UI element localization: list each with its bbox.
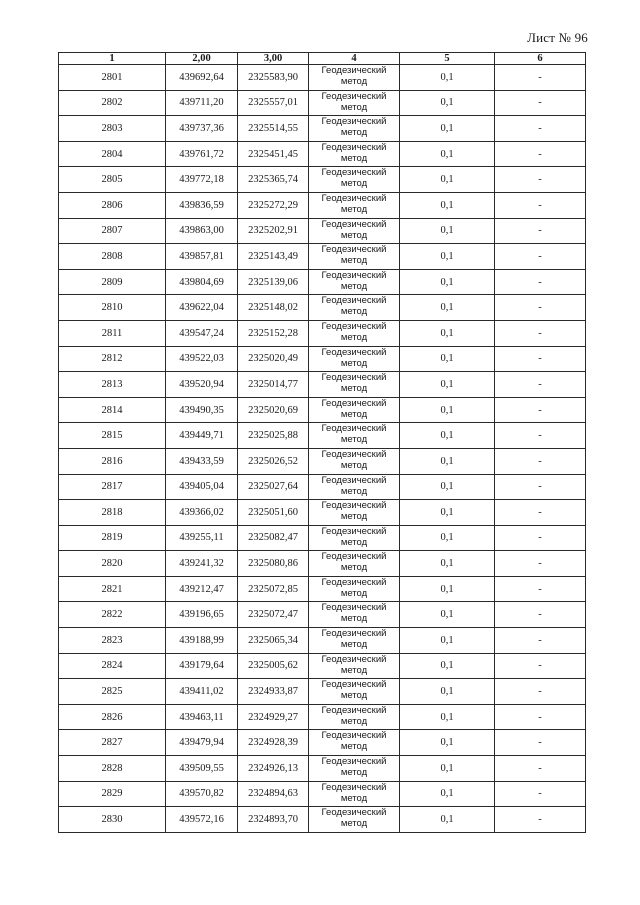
y-coordinate-cell: 2324929,27 xyxy=(238,704,309,730)
method-line-1: Геодезический xyxy=(321,500,387,512)
method-cell xyxy=(309,576,400,602)
method-cell xyxy=(309,448,400,474)
point-number-cell: 2805 xyxy=(59,167,166,193)
y-coordinate-cell: 2325020,69 xyxy=(238,397,309,423)
x-coordinate-cell: 439863,00 xyxy=(166,218,238,244)
point-number-cell: 2827 xyxy=(59,730,166,756)
point-number-cell: 2807 xyxy=(59,218,166,244)
method-line-2: метод xyxy=(340,741,368,753)
method-cell xyxy=(309,372,400,398)
column-header-point-number: 1 xyxy=(59,53,166,65)
method-line-1: Геодезический xyxy=(321,90,387,102)
point-number-cell: 2806 xyxy=(59,192,166,218)
point-number-cell: 2802 xyxy=(59,90,166,116)
x-coordinate-cell: 439490,35 xyxy=(166,397,238,423)
table-row xyxy=(59,116,586,142)
coordinates-table xyxy=(58,52,586,833)
y-coordinate-cell: 2325065,34 xyxy=(238,628,309,654)
x-coordinate-cell: 439836,59 xyxy=(166,192,238,218)
point-number-cell: 2815 xyxy=(59,423,166,449)
point-number-cell: 2830 xyxy=(59,807,166,833)
method-line-2: метод xyxy=(340,434,368,446)
y-coordinate-cell: 2325365,74 xyxy=(238,167,309,193)
accuracy-cell: 0,1 xyxy=(400,628,495,654)
y-coordinate-cell: 2325080,86 xyxy=(238,551,309,577)
note-cell: - xyxy=(495,653,586,679)
x-coordinate-cell: 439572,16 xyxy=(166,807,238,833)
method-line-2: метод xyxy=(340,203,368,215)
point-number-cell: 2812 xyxy=(59,346,166,372)
method-cell xyxy=(309,474,400,500)
y-coordinate-cell: 2325026,52 xyxy=(238,448,309,474)
y-coordinate-cell: 2325025,88 xyxy=(238,423,309,449)
accuracy-cell: 0,1 xyxy=(400,602,495,628)
y-coordinate-cell: 2324933,87 xyxy=(238,679,309,705)
table-row xyxy=(59,244,586,270)
method-line-1: Геодезический xyxy=(321,218,387,230)
point-number-cell: 2816 xyxy=(59,448,166,474)
method-cell xyxy=(309,423,400,449)
point-number-cell: 2828 xyxy=(59,756,166,782)
note-cell: - xyxy=(495,320,586,346)
point-number-cell: 2804 xyxy=(59,141,166,167)
x-coordinate-cell: 439188,99 xyxy=(166,628,238,654)
x-coordinate-cell: 439449,71 xyxy=(166,423,238,449)
x-coordinate-cell: 439479,94 xyxy=(166,730,238,756)
accuracy-cell: 0,1 xyxy=(400,65,495,91)
table-row xyxy=(59,90,586,116)
point-number-cell: 2810 xyxy=(59,295,166,321)
method-line-2: метод xyxy=(340,127,368,139)
method-cell xyxy=(309,500,400,526)
method-line-2: метод xyxy=(340,152,368,164)
table-row xyxy=(59,704,586,730)
note-cell: - xyxy=(495,269,586,295)
accuracy-cell: 0,1 xyxy=(400,679,495,705)
accuracy-cell: 0,1 xyxy=(400,756,495,782)
column-header-accuracy: 5 xyxy=(400,53,495,65)
method-line-1: Геодезический xyxy=(321,730,387,742)
y-coordinate-cell: 2325027,64 xyxy=(238,474,309,500)
table-row xyxy=(59,551,586,577)
y-coordinate-cell: 2325072,85 xyxy=(238,576,309,602)
x-coordinate-cell: 439196,65 xyxy=(166,602,238,628)
method-line-1: Геодезический xyxy=(321,781,387,793)
note-cell: - xyxy=(495,525,586,551)
x-coordinate-cell: 439737,36 xyxy=(166,116,238,142)
method-cell xyxy=(309,192,400,218)
table-row xyxy=(59,474,586,500)
method-line-1: Геодезический xyxy=(321,448,387,460)
method-line-1: Геодезический xyxy=(321,295,387,307)
method-cell xyxy=(309,807,400,833)
table-row xyxy=(59,500,586,526)
accuracy-cell: 0,1 xyxy=(400,116,495,142)
x-coordinate-cell: 439212,47 xyxy=(166,576,238,602)
method-line-1: Геодезический xyxy=(321,576,387,588)
x-coordinate-cell: 439509,55 xyxy=(166,756,238,782)
point-number-cell: 2808 xyxy=(59,244,166,270)
method-cell xyxy=(309,346,400,372)
y-coordinate-cell: 2325514,55 xyxy=(238,116,309,142)
method-line-1: Геодезический xyxy=(321,423,387,435)
method-line-1: Геодезический xyxy=(321,653,387,665)
table-row xyxy=(59,730,586,756)
x-coordinate-cell: 439179,64 xyxy=(166,653,238,679)
table-row xyxy=(59,372,586,398)
note-cell: - xyxy=(495,167,586,193)
accuracy-cell: 0,1 xyxy=(400,269,495,295)
method-line-2: метод xyxy=(340,76,368,87)
table-row xyxy=(59,576,586,602)
accuracy-cell: 0,1 xyxy=(400,525,495,551)
table-row xyxy=(59,781,586,807)
y-coordinate-cell: 2325139,06 xyxy=(238,269,309,295)
note-cell: - xyxy=(495,730,586,756)
y-coordinate-cell: 2325152,28 xyxy=(238,320,309,346)
method-line-1: Геодезический xyxy=(321,679,387,691)
table-row xyxy=(59,653,586,679)
table-row xyxy=(59,346,586,372)
table-row xyxy=(59,141,586,167)
accuracy-cell: 0,1 xyxy=(400,807,495,833)
method-cell xyxy=(309,65,400,91)
accuracy-cell: 0,1 xyxy=(400,730,495,756)
note-cell: - xyxy=(495,65,586,91)
method-line-2: метод xyxy=(340,715,368,727)
y-coordinate-cell: 2325143,49 xyxy=(238,244,309,270)
note-cell: - xyxy=(495,218,586,244)
method-cell xyxy=(309,525,400,551)
x-coordinate-cell: 439772,18 xyxy=(166,167,238,193)
note-cell: - xyxy=(495,372,586,398)
y-coordinate-cell: 2324893,70 xyxy=(238,807,309,833)
note-cell: - xyxy=(495,244,586,270)
point-number-cell: 2811 xyxy=(59,320,166,346)
method-line-2: метод xyxy=(340,792,368,804)
table-row xyxy=(59,397,586,423)
y-coordinate-cell: 2325082,47 xyxy=(238,525,309,551)
method-line-1: Геодезический xyxy=(321,372,387,384)
method-line-1: Геодезический xyxy=(321,192,387,204)
x-coordinate-cell: 439761,72 xyxy=(166,141,238,167)
y-coordinate-cell: 2324894,63 xyxy=(238,781,309,807)
y-coordinate-cell: 2325072,47 xyxy=(238,602,309,628)
method-cell xyxy=(309,320,400,346)
method-line-1: Геодезический xyxy=(321,525,387,537)
method-cell xyxy=(309,679,400,705)
method-cell xyxy=(309,730,400,756)
method-line-2: метод xyxy=(340,101,368,113)
note-cell: - xyxy=(495,551,586,577)
method-line-1: Геодезический xyxy=(321,269,387,281)
point-number-cell: 2825 xyxy=(59,679,166,705)
method-line-2: метод xyxy=(340,357,368,369)
y-coordinate-cell: 2325014,77 xyxy=(238,372,309,398)
note-cell: - xyxy=(495,346,586,372)
table-row xyxy=(59,448,586,474)
method-line-1: Геодезический xyxy=(321,628,387,640)
accuracy-cell: 0,1 xyxy=(400,500,495,526)
x-coordinate-cell: 439622,04 xyxy=(166,295,238,321)
x-coordinate-cell: 439570,82 xyxy=(166,781,238,807)
accuracy-cell: 0,1 xyxy=(400,423,495,449)
point-number-cell: 2821 xyxy=(59,576,166,602)
method-line-2: метод xyxy=(340,562,368,574)
x-coordinate-cell: 439692,64 xyxy=(166,65,238,91)
method-line-1: Геодезический xyxy=(321,704,387,716)
note-cell: - xyxy=(495,576,586,602)
method-cell xyxy=(309,295,400,321)
note-cell: - xyxy=(495,448,586,474)
note-cell: - xyxy=(495,423,586,449)
method-line-1: Геодезический xyxy=(321,320,387,332)
method-line-2: метод xyxy=(340,818,368,830)
y-coordinate-cell: 2325583,90 xyxy=(238,65,309,91)
table-row xyxy=(59,423,586,449)
note-cell: - xyxy=(495,807,586,833)
method-cell xyxy=(309,756,400,782)
point-number-cell: 2818 xyxy=(59,500,166,526)
method-line-2: метод xyxy=(340,255,368,267)
method-line-1: Геодезический xyxy=(321,244,387,256)
y-coordinate-cell: 2325451,45 xyxy=(238,141,309,167)
method-line-2: метод xyxy=(340,485,368,497)
method-line-2: метод xyxy=(340,536,368,548)
y-coordinate-cell: 2325051,60 xyxy=(238,500,309,526)
accuracy-cell: 0,1 xyxy=(400,244,495,270)
method-cell xyxy=(309,602,400,628)
accuracy-cell: 0,1 xyxy=(400,320,495,346)
x-coordinate-cell: 439405,04 xyxy=(166,474,238,500)
point-number-cell: 2819 xyxy=(59,525,166,551)
method-line-2: метод xyxy=(340,587,368,599)
table-row xyxy=(59,192,586,218)
accuracy-cell: 0,1 xyxy=(400,141,495,167)
note-cell: - xyxy=(495,500,586,526)
method-line-1: Геодезический xyxy=(321,397,387,409)
table-row xyxy=(59,320,586,346)
y-coordinate-cell: 2325005,62 xyxy=(238,653,309,679)
note-cell: - xyxy=(495,295,586,321)
method-line-2: метод xyxy=(340,408,368,420)
table-row xyxy=(59,756,586,782)
accuracy-cell: 0,1 xyxy=(400,218,495,244)
column-header-y: 3,00 xyxy=(238,53,309,65)
method-line-2: метод xyxy=(340,306,368,318)
point-number-cell: 2824 xyxy=(59,653,166,679)
point-number-cell: 2809 xyxy=(59,269,166,295)
method-line-1: Геодезический xyxy=(321,141,387,153)
table-row xyxy=(59,167,586,193)
method-cell xyxy=(309,116,400,142)
table-header-row xyxy=(59,53,586,65)
method-line-2: метод xyxy=(340,664,368,676)
x-coordinate-cell: 439255,11 xyxy=(166,525,238,551)
table-body xyxy=(59,65,586,833)
method-cell xyxy=(309,704,400,730)
method-line-2: метод xyxy=(340,178,368,190)
y-coordinate-cell: 2325148,02 xyxy=(238,295,309,321)
method-line-2: метод xyxy=(340,331,368,343)
y-coordinate-cell: 2325272,29 xyxy=(238,192,309,218)
method-line-2: метод xyxy=(340,280,368,292)
table-row xyxy=(59,628,586,654)
method-cell xyxy=(309,397,400,423)
method-cell xyxy=(309,551,400,577)
x-coordinate-cell: 439522,03 xyxy=(166,346,238,372)
note-cell: - xyxy=(495,141,586,167)
x-coordinate-cell: 439433,59 xyxy=(166,448,238,474)
x-coordinate-cell: 439241,32 xyxy=(166,551,238,577)
method-cell xyxy=(309,141,400,167)
table-row xyxy=(59,65,586,91)
x-coordinate-cell: 439520,94 xyxy=(166,372,238,398)
accuracy-cell: 0,1 xyxy=(400,90,495,116)
accuracy-cell: 0,1 xyxy=(400,346,495,372)
method-line-1: Геодезический xyxy=(321,551,387,563)
method-line-2: метод xyxy=(340,613,368,625)
accuracy-cell: 0,1 xyxy=(400,653,495,679)
method-line-1: Геодезический xyxy=(321,65,387,76)
note-cell: - xyxy=(495,192,586,218)
method-cell xyxy=(309,90,400,116)
x-coordinate-cell: 439711,20 xyxy=(166,90,238,116)
table-row xyxy=(59,525,586,551)
note-cell: - xyxy=(495,679,586,705)
method-line-1: Геодезический xyxy=(321,167,387,179)
method-line-2: метод xyxy=(340,383,368,395)
y-coordinate-cell: 2325202,91 xyxy=(238,218,309,244)
point-number-cell: 2817 xyxy=(59,474,166,500)
method-line-1: Геодезический xyxy=(321,756,387,768)
point-number-cell: 2820 xyxy=(59,551,166,577)
accuracy-cell: 0,1 xyxy=(400,576,495,602)
method-line-1: Геодезический xyxy=(321,346,387,358)
method-cell xyxy=(309,781,400,807)
accuracy-cell: 0,1 xyxy=(400,448,495,474)
y-coordinate-cell: 2324928,39 xyxy=(238,730,309,756)
method-line-2: метод xyxy=(340,229,368,241)
accuracy-cell: 0,1 xyxy=(400,295,495,321)
x-coordinate-cell: 439463,11 xyxy=(166,704,238,730)
y-coordinate-cell: 2325557,01 xyxy=(238,90,309,116)
point-number-cell: 2822 xyxy=(59,602,166,628)
accuracy-cell: 0,1 xyxy=(400,474,495,500)
point-number-cell: 2814 xyxy=(59,397,166,423)
x-coordinate-cell: 439411,02 xyxy=(166,679,238,705)
x-coordinate-cell: 439547,24 xyxy=(166,320,238,346)
column-header-method: 4 xyxy=(309,53,400,65)
y-coordinate-cell: 2325020,49 xyxy=(238,346,309,372)
method-line-2: метод xyxy=(340,639,368,651)
note-cell: - xyxy=(495,704,586,730)
point-number-cell: 2823 xyxy=(59,628,166,654)
sheet-number: Лист № 96 xyxy=(527,30,588,45)
note-cell: - xyxy=(495,90,586,116)
note-cell: - xyxy=(495,474,586,500)
method-cell xyxy=(309,628,400,654)
method-line-1: Геодезический xyxy=(321,602,387,614)
method-line-1: Геодезический xyxy=(321,116,387,128)
accuracy-cell: 0,1 xyxy=(400,397,495,423)
accuracy-cell: 0,1 xyxy=(400,167,495,193)
x-coordinate-cell: 439366,02 xyxy=(166,500,238,526)
method-line-1: Геодезический xyxy=(321,474,387,486)
method-line-1: Геодезический xyxy=(321,807,387,819)
x-coordinate-cell: 439804,69 xyxy=(166,269,238,295)
note-cell: - xyxy=(495,628,586,654)
accuracy-cell: 0,1 xyxy=(400,372,495,398)
table-row xyxy=(59,602,586,628)
note-cell: - xyxy=(495,116,586,142)
table-row xyxy=(59,807,586,833)
method-cell xyxy=(309,167,400,193)
table-row xyxy=(59,679,586,705)
x-coordinate-cell: 439857,81 xyxy=(166,244,238,270)
y-coordinate-cell: 2324926,13 xyxy=(238,756,309,782)
method-cell xyxy=(309,653,400,679)
method-line-2: метод xyxy=(340,459,368,471)
point-number-cell: 2801 xyxy=(59,65,166,91)
table-row xyxy=(59,295,586,321)
accuracy-cell: 0,1 xyxy=(400,551,495,577)
accuracy-cell: 0,1 xyxy=(400,781,495,807)
note-cell: - xyxy=(495,602,586,628)
table-row xyxy=(59,269,586,295)
method-line-2: метод xyxy=(340,690,368,702)
point-number-cell: 2803 xyxy=(59,116,166,142)
note-cell: - xyxy=(495,756,586,782)
point-number-cell: 2813 xyxy=(59,372,166,398)
accuracy-cell: 0,1 xyxy=(400,704,495,730)
method-cell xyxy=(309,244,400,270)
method-line-2: метод xyxy=(340,767,368,779)
method-cell xyxy=(309,269,400,295)
column-header-note: 6 xyxy=(495,53,586,65)
note-cell: - xyxy=(495,781,586,807)
point-number-cell: 2826 xyxy=(59,704,166,730)
point-number-cell: 2829 xyxy=(59,781,166,807)
method-cell xyxy=(309,218,400,244)
accuracy-cell: 0,1 xyxy=(400,192,495,218)
note-cell: - xyxy=(495,397,586,423)
column-header-x: 2,00 xyxy=(166,53,238,65)
method-line-2: метод xyxy=(340,511,368,523)
table-row xyxy=(59,218,586,244)
